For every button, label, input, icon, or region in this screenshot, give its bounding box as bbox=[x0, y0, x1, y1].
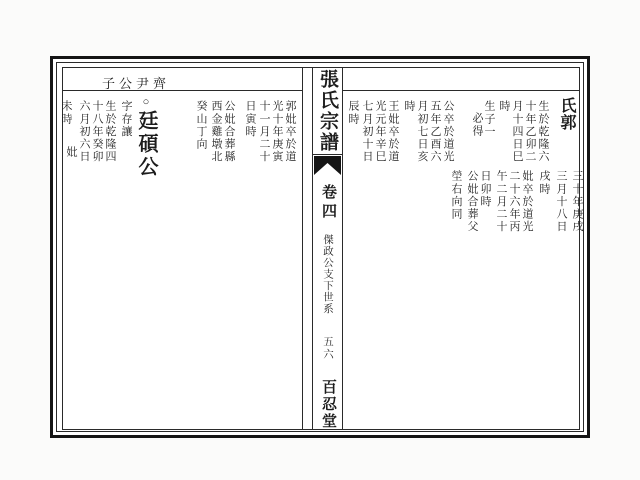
text-column: 辰時 bbox=[347, 100, 359, 126]
ancestor-name: 廷碩公 bbox=[135, 110, 157, 179]
text-column: 日寅時 bbox=[244, 100, 256, 138]
text-column: 時 bbox=[403, 100, 415, 113]
text-column: 十一月二十 bbox=[258, 100, 270, 163]
text-column: 戌時 bbox=[538, 170, 550, 196]
son-name-column: 必得 bbox=[471, 112, 483, 138]
courtesy-name-column: 字存讓 bbox=[120, 100, 132, 138]
text-column: 生子一 bbox=[483, 100, 495, 138]
wife-heading: 氏郭 bbox=[558, 97, 575, 131]
genealogy-title: 張氏宗譜 bbox=[317, 69, 338, 153]
text-column: 十年乙卯二 bbox=[524, 100, 536, 163]
circle-marker: ○ bbox=[140, 96, 152, 110]
text-column: 公妣合葬縣 bbox=[223, 100, 235, 163]
text-column: 日卯時 bbox=[479, 170, 491, 208]
text-column: 塋右向同 bbox=[450, 170, 462, 221]
text-column: 生於乾隆六 bbox=[537, 100, 549, 163]
text-column: 西金雞墩北 bbox=[210, 100, 222, 163]
text-column: 生於乾隆四 bbox=[104, 100, 116, 163]
right-header-rule bbox=[343, 90, 580, 91]
ancestor-name-column bbox=[133, 96, 159, 179]
text-column: 王妣卒於道 bbox=[387, 100, 399, 163]
text-column: 三月十八日 bbox=[555, 170, 567, 233]
hall-name: 百忍堂 bbox=[320, 379, 336, 430]
text-column: 十八年癸卯 bbox=[91, 100, 103, 163]
left-page-right-divider bbox=[302, 67, 303, 430]
text-column: 時 bbox=[498, 100, 510, 113]
text-column: 月十四日巳 bbox=[511, 100, 523, 163]
text-column: 公卒於道光 bbox=[442, 100, 454, 163]
running-header: 子公尹齊 bbox=[102, 76, 171, 91]
volume-label: 卷四 bbox=[320, 184, 336, 222]
section-label: 傑政公支下世系 bbox=[322, 234, 333, 315]
center-title-box-rule bbox=[312, 154, 343, 155]
text-column: 七月初十日 bbox=[361, 100, 373, 163]
text-column: 癸山丁向 bbox=[195, 100, 207, 151]
text-column: 六月初六日 bbox=[78, 100, 90, 163]
text-column: 光元年辛巳 bbox=[374, 100, 386, 163]
text-column: 郭妣卒於道 bbox=[284, 100, 296, 163]
text-column: 公妣合葬父 bbox=[466, 170, 478, 233]
fishtail-mark bbox=[314, 156, 341, 175]
text-column: 三十年庚戌 bbox=[571, 170, 583, 233]
trailing-character-column: 妣 bbox=[65, 146, 77, 159]
text-column: 午二月二十 bbox=[495, 170, 507, 233]
left-header-rule bbox=[62, 90, 302, 91]
text-column: 二十六年丙 bbox=[508, 170, 520, 233]
text-column: 光十年庚寅 bbox=[271, 100, 283, 163]
folio-number: 五六 bbox=[322, 336, 333, 361]
text-column: 未時 bbox=[60, 100, 72, 126]
text-column: 妣卒於道光 bbox=[521, 170, 533, 233]
text-column: 月初七日亥 bbox=[416, 100, 428, 163]
text-column: 五年乙酉六 bbox=[429, 100, 441, 163]
